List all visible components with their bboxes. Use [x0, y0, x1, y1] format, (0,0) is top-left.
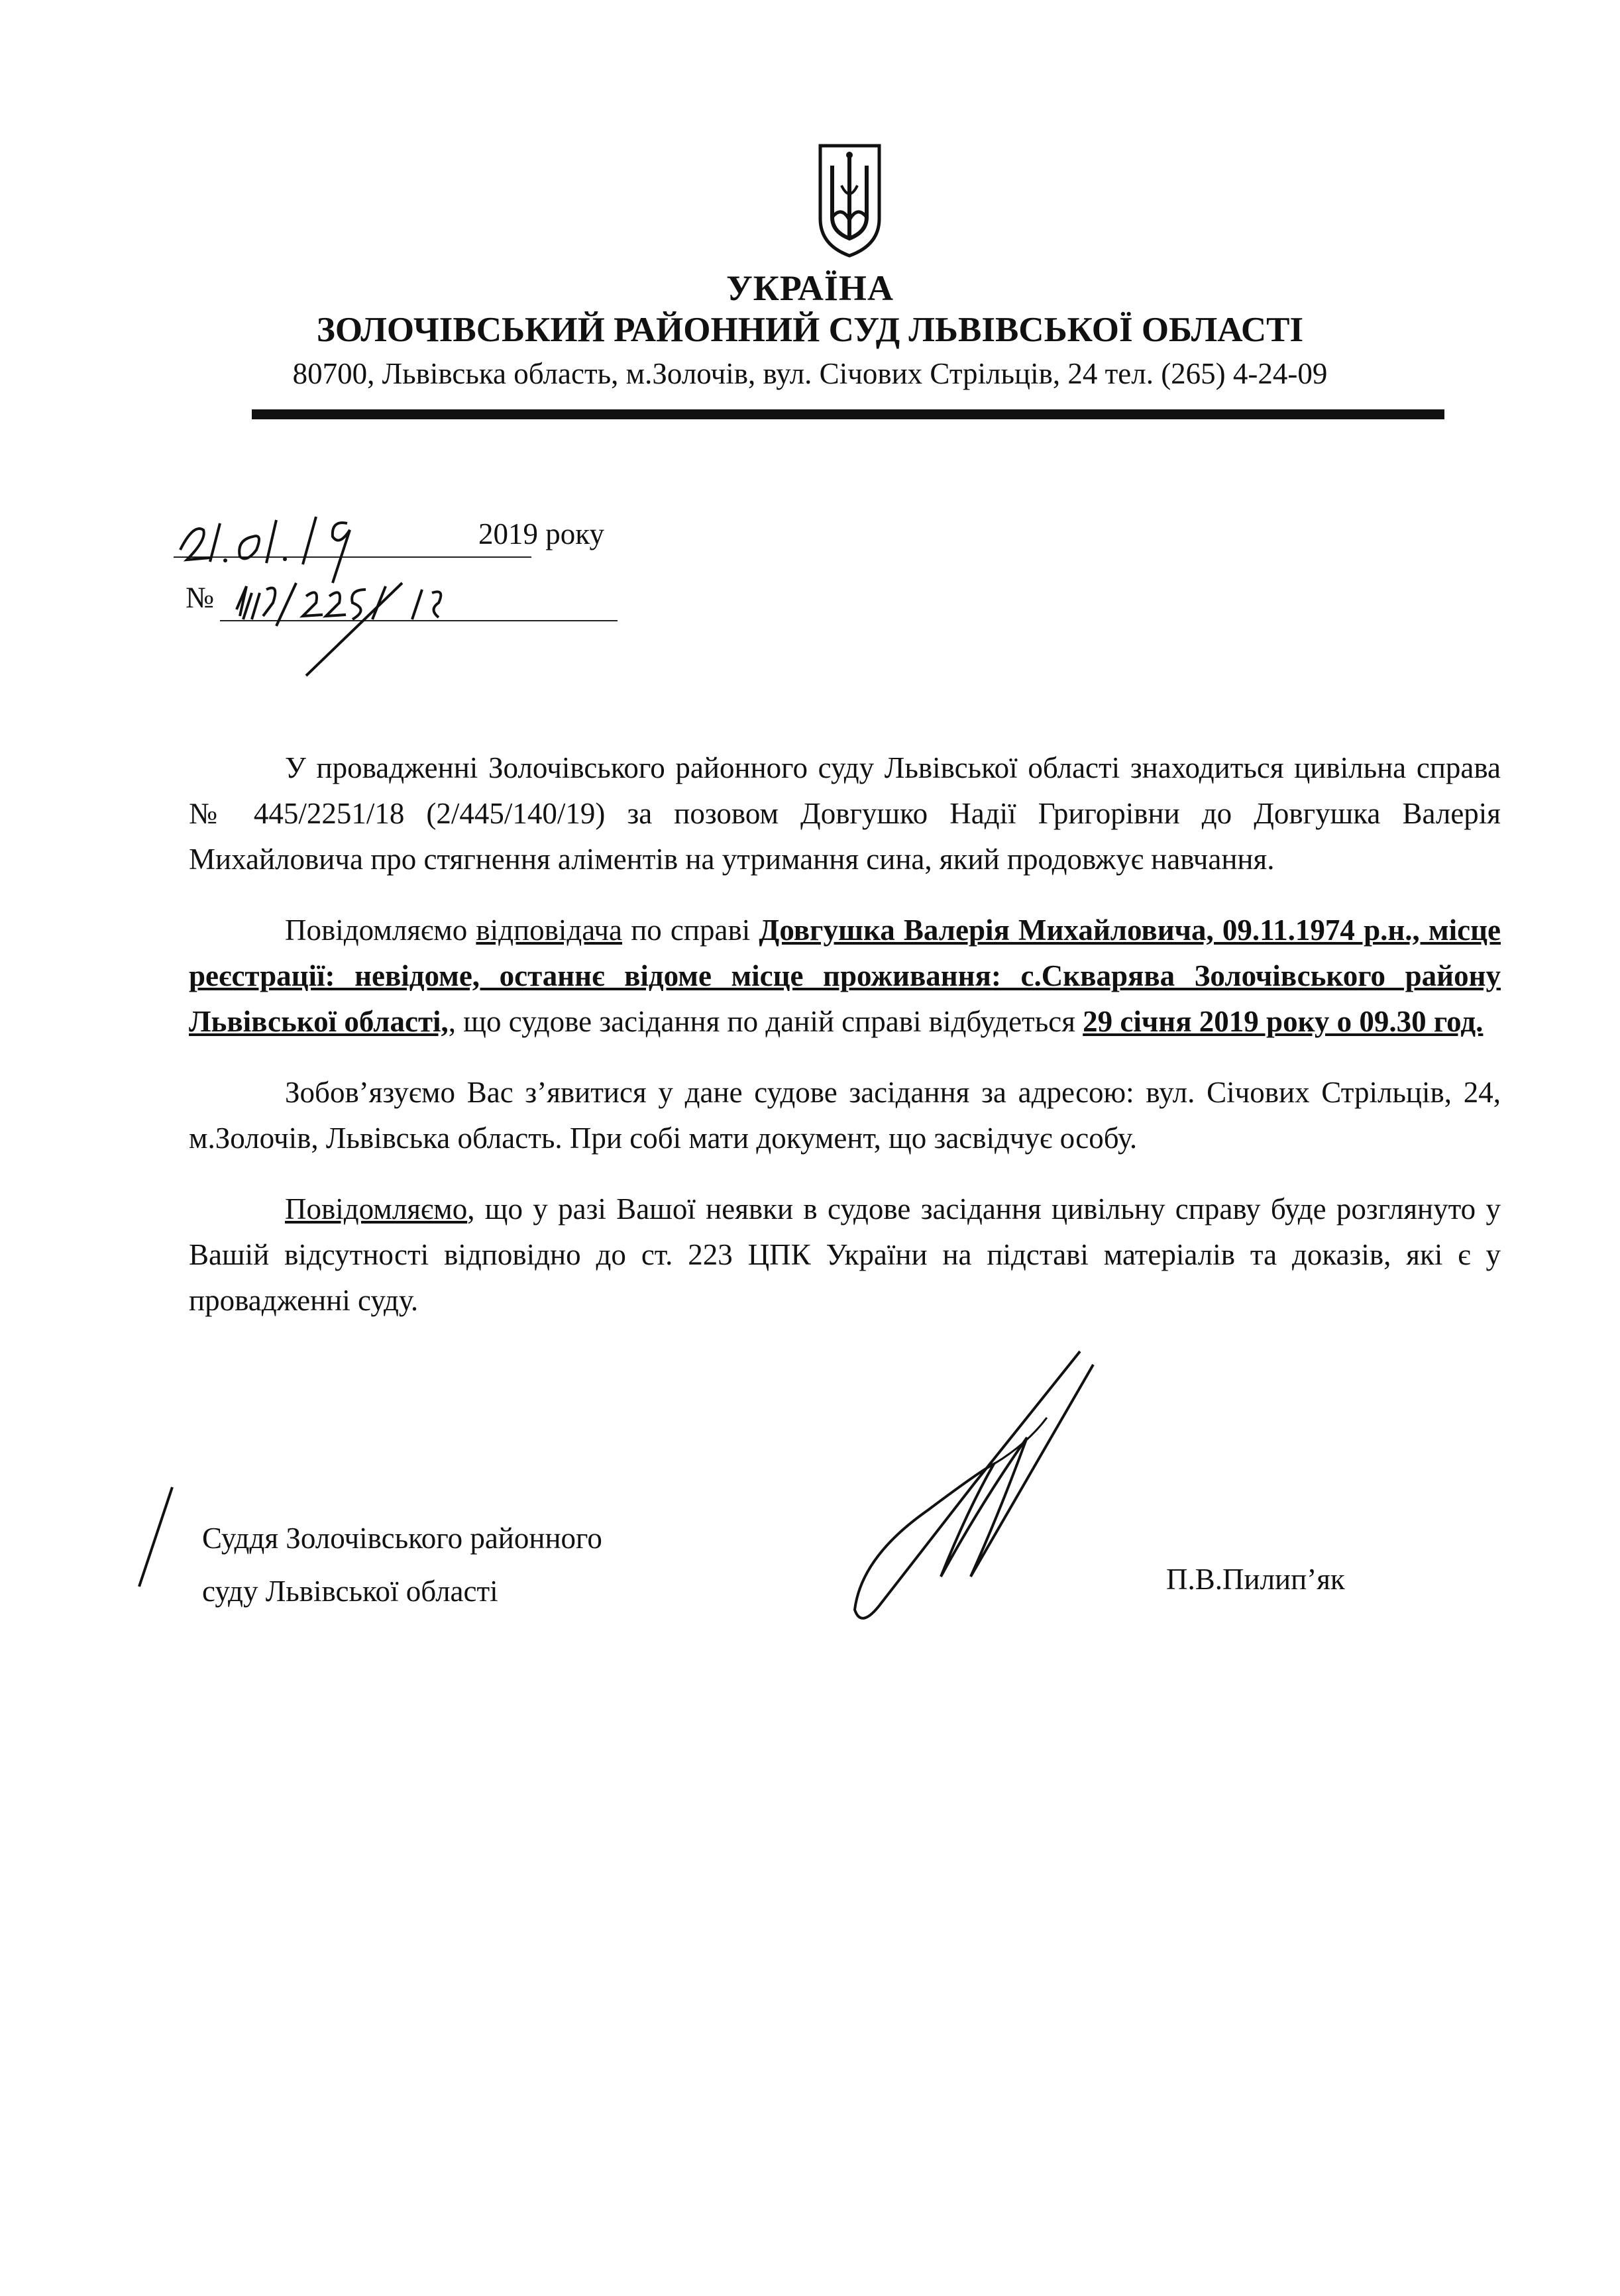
judge-title-line2: суду Львівської області [202, 1575, 498, 1608]
defendant-details: Довгушка Валерія Михайловича, 09.11.1974 р.н., місце реєстрації: невідоме, останнє відоме місце проживання: с.Скварява Золочівського району Львівської області, [189, 913, 1501, 1038]
judge-title [202, 1512, 602, 1618]
notification-lead: Повідомляємо [285, 913, 476, 947]
defendant-role: відповідача [476, 913, 623, 947]
notification-mid: по справі [622, 913, 759, 947]
handwritten-date-and-number [174, 510, 637, 682]
judge-name: П.В.Пилип’як [1166, 1563, 1345, 1596]
country-heading: УКРАЇНА [726, 268, 894, 308]
judge-title-line1: Суддя Золочівського районного [202, 1522, 602, 1555]
date-suffix: 2019 року [478, 517, 604, 550]
court-name-heading: ЗОЛОЧІВСЬКИЙ РАЙОННИЙ СУД ЛЬВІВСЬКОЇ ОБЛАСТІ [316, 311, 1304, 349]
hearing-notification-paragraph [189, 908, 1501, 1045]
number-sign: № [186, 581, 214, 614]
trident-coat-of-arms-icon [815, 139, 885, 258]
header-divider [252, 409, 1444, 419]
outgoing-reference-block [174, 510, 637, 682]
warning-lead: Повідомляємо [285, 1192, 468, 1226]
margin-slash-mark [133, 1484, 179, 1590]
absence-warning-paragraph [189, 1186, 1501, 1324]
court-address: 80700, Львівська область, м.Золочів, вул. Січових Стрільців, 24 тел. (265) 4-24-09 [292, 357, 1328, 390]
hearing-datetime: 29 січня 2019 року о 09.30 год. [1083, 1005, 1484, 1038]
warning-rest: , що у разі Вашої неявки в судове засідання цивільну справу буде розглянуто у Вашій відсутності відповідно до ст. 223 ЦПК України на підставі матеріалів та доказів, які є у провадженні суду. [189, 1192, 1501, 1317]
notice-body [189, 745, 1501, 1349]
case-description-paragraph: У провадженні Золочівського районного суду Львівської області знаходиться цивільна справа № 445/2251/18 (2/445/140/19) за позовом Довгушко Надії Григорівни до Довгушка Валерія Михайловича про стягнення аліментів на утримання сина, який продовжує навчання. [189, 751, 1501, 876]
notification-tail: , що судове засідання по даній справі відбудеться [448, 1005, 1083, 1038]
appearance-obligation-paragraph: Зобов’язуємо Вас з’явитися у дане судове засідання за адресою: вул. Січових Стрільців, 24, м.Золочів, Львівська область. При собі мати документ, що засвідчує особу. [189, 1076, 1501, 1155]
handwritten-signature-icon [828, 1338, 1133, 1643]
